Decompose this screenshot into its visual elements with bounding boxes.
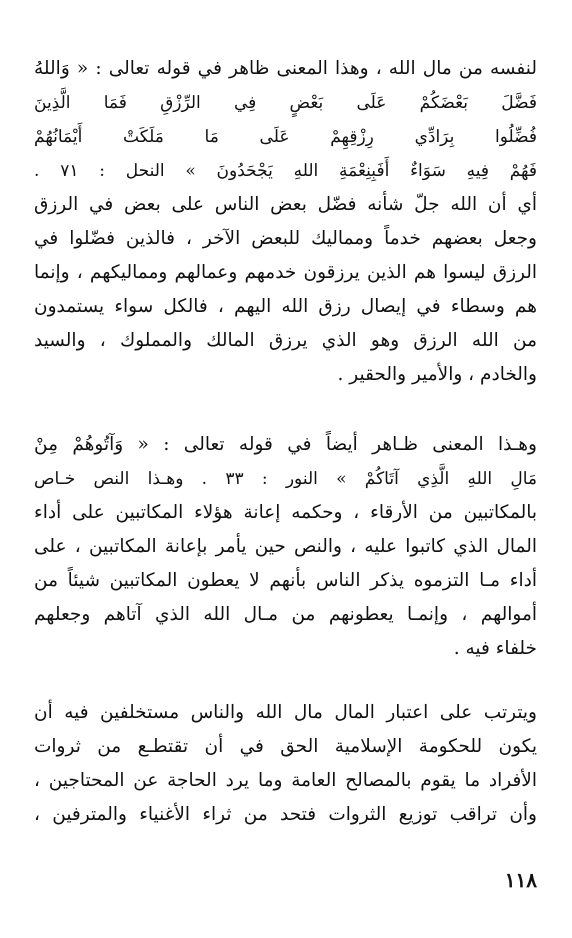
paragraph-2 [34, 428, 537, 666]
text-line: بالمكاتبين من الأرقاء ، وحكمه إعانة هؤلاء المكاتبين على أداء [34, 502, 537, 523]
text-line: يكون للحكومة الإسلامية الحق في أن تقتطـع من ثروات [34, 736, 537, 757]
text-line: ويترتب على اعتبار المال مال الله والناس مستخلفين فيه أن [34, 702, 537, 723]
text-line: من الله الرزق وهو الذي يرزق المالك والمملوك ، والسيد [34, 330, 537, 351]
page-number: ١١٨ [504, 868, 537, 892]
text-line: وأن تراقب توزيع الثروات فتحد من ثراء الأغنياء والمترفين ، [34, 804, 537, 825]
quran-verse-line: مَالِ اللهِ الَّذِي آتَاكُمْ » النور : ٣٣ . وهـذا النص خـاص [34, 469, 537, 489]
paragraph-1 [34, 52, 537, 392]
text-line: الرزق ليسوا هم الذين يرزقون خدمهم وعمالهم ومماليكهم ، وإنما [34, 262, 537, 283]
text-line: أي أن الله جلّ شأنه فضّل بعض الناس على بعض في الرزق [34, 194, 537, 215]
quran-verse-line: فَضَّلَ بَعْضَكُمْ عَلَى بَعْضٍ فِي الرِّزْقِ فَمَا الَّذِينَ [34, 93, 537, 113]
text-line: أداء مـا التزموه يذكر الناس بأنهم لا يعطون المكاتبين شيئاً من [34, 570, 537, 591]
text-line: والخادم ، والأمير والحقير . [337, 364, 537, 385]
text-line: وهـذا المعنى ظـاهر أيضاً في قوله تعالى : « وَآتُوهُمْ مِنْ [34, 434, 537, 455]
text-line: المال الذي كاتبوا عليه ، والنص حين يأمر بإعانة المكاتبين ، على [34, 536, 537, 557]
text-line: الأفراد ما يقوم بالمصالح العامة وما يرد الحاجة عن المحتاجين ، [34, 770, 537, 791]
text-line: هم وسطاء في إيصال رزق الله اليهم ، فالكل سواء يستمدون [34, 296, 537, 317]
text-line: لنفسه من مال الله ، وهذا المعنى ظاهر في قوله تعالى : « وَاللهُ [34, 58, 537, 79]
quran-verse-line: فَهُمْ فِيهِ سَوَاءٌ أَفَبِنِعْمَةِ اللهِ يَجْحَدُونَ » النحل : ٧١ . [34, 161, 537, 181]
quran-verse-line: فُضِّلُوا بِرَادِّي رِزْقِهِمْ عَلَى مَا مَلَكَتْ أَيْمَانُهُمْ [34, 127, 537, 147]
text-line: وجعل بعضهم خدماً ومماليك للبعض الآخر ، فالذين فضّلوا في [34, 228, 537, 249]
text-line: خلفاء فيه . [453, 638, 537, 659]
paragraph-3 [34, 696, 537, 832]
text-line: أموالهم ، وإنمـا يعطونهم من مـال الله الذي آتاهم وجعلهم [34, 604, 537, 625]
